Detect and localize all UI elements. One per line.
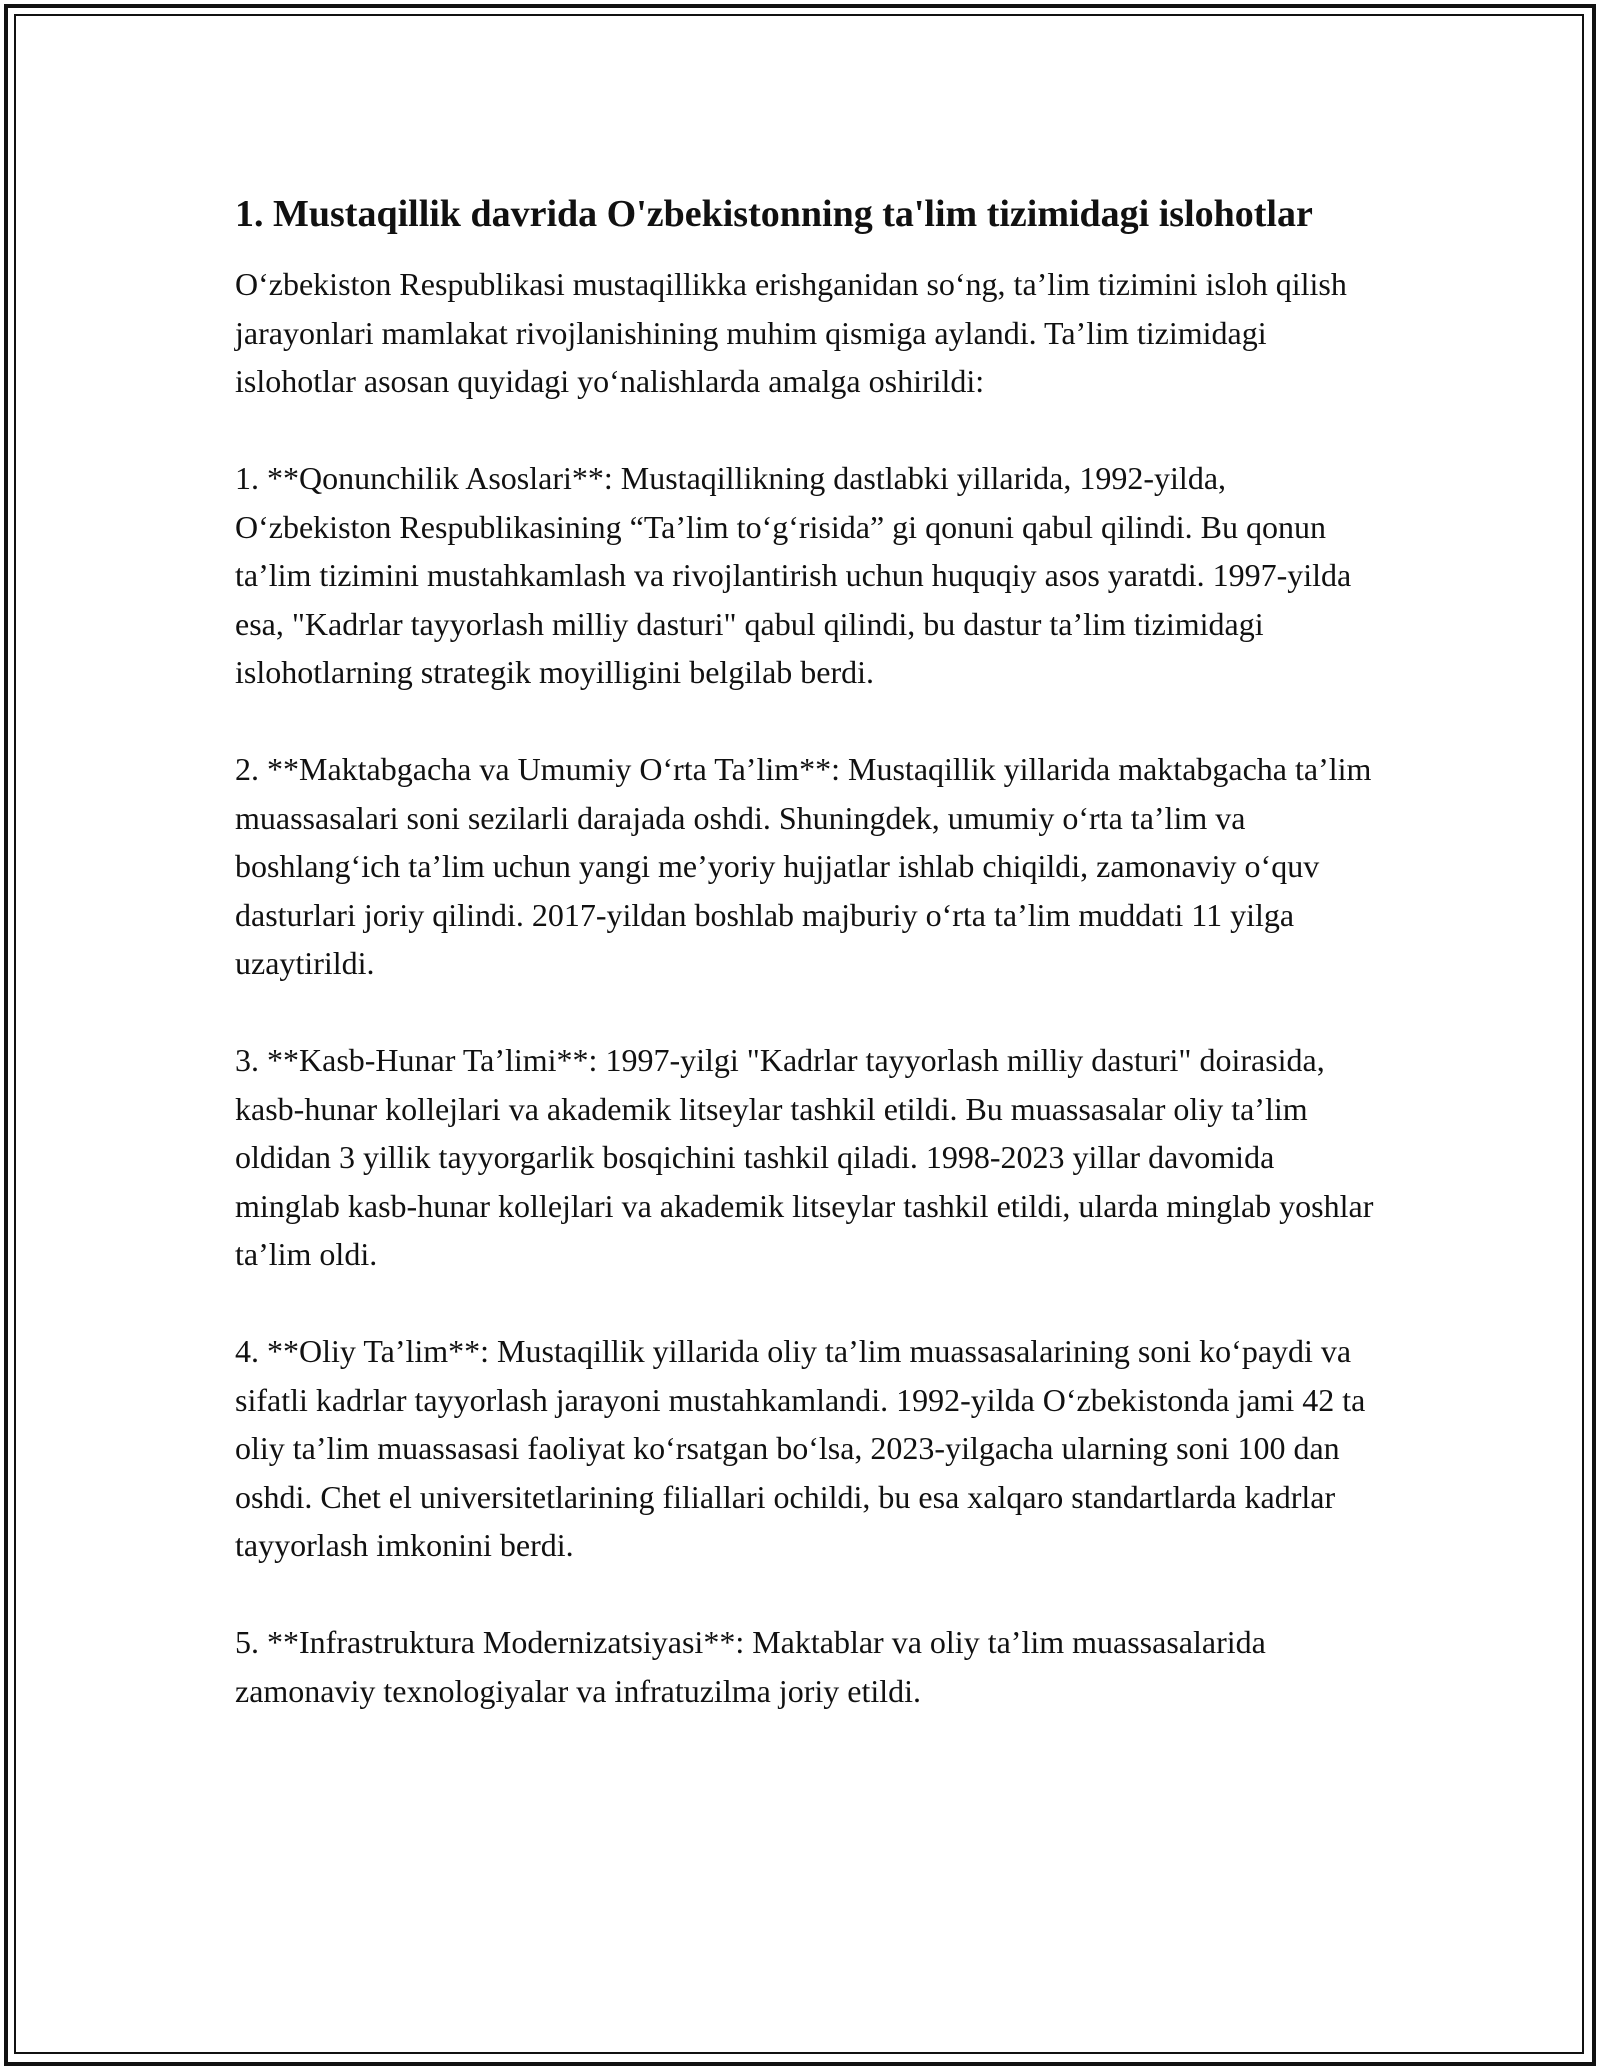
document-title: 1. Mustaqillik davrida O'zbekistonning ta'lim tizimidagi islohotlar	[235, 193, 1313, 235]
paragraph-legislation: 1. **Qonunchilik Asoslari**: Mustaqillikning dastlabki yillarida, 1992-yilda, O‘zbekiston Respublikasining “Ta’lim to‘g‘risida” gi qonuni qabul qilindi. Bu qonun ta’lim tizimini mustahkamlash va rivojlantirish uchun huquqiy asos yaratdi. 1997-yilda esa, "Kadrlar tayyorlash milliy dasturi" qabul qilindi, bu dastur ta’lim tizimidagi islohotlarning strategik moyilligini belgilab berdi.	[235, 460, 1352, 690]
paragraph-higher-education: 4. **Oliy Ta’lim**: Mustaqillik yillarida oliy ta’lim muassasalarining soni ko‘paydi va sifatli kadrlar tayyorlash jarayoni mustahkamlandi. 1992-yilda O‘zbekistonda jami 42 ta oliy ta’lim muassasasi faoliyat ko‘rsatgan bo‘lsa, 2023-yilgacha ularning soni 100 dan oshdi. Chet el universitetlarining filiallari ochildi, bu esa xalqaro standartlarda kadrlar tayyorlash imkonini berdi.	[235, 1333, 1366, 1563]
document-body	[235, 186, 1385, 1764]
paragraph-infrastructure: 5. **Infrastruktura Modernizatsiyasi**: Maktablar va oliy ta’lim muassasalarida zamonaviy texnologiyalar va infratuzilma joriy etildi.	[235, 1624, 1266, 1709]
intro-paragraph: O‘zbekiston Respublikasi mustaqillikka erishganidan so‘ng, ta’lim tizimini isloh qilish jarayonlari mamlakat rivojlanishining muhim qismiga aylandi. Ta’lim tizimidagi islohotlar asosan quyidagi yo‘nalishlarda amalga oshirildi:	[235, 266, 1347, 399]
paragraph-preschool-secondary: 2. **Maktabgacha va Umumiy O‘rta Ta’lim**: Mustaqillik yillarida maktabgacha ta’lim muassasalari soni sezilarli darajada oshdi. Shuningdek, umumiy o‘rta ta’lim va boshlang‘ich ta’lim uchun yangi me’yoriy hujjatlar ishlab chiqildi, zamonaviy o‘quv dasturlari joriy qilindi. 2017-yildan boshlab majburiy o‘rta ta’lim muddati 11 yilga uzaytirildi.	[235, 751, 1372, 981]
paragraph-vocational: 3. **Kasb-Hunar Ta’limi**: 1997-yilgi "Kadrlar tayyorlash milliy dasturi" doirasida, kasb-hunar kollejlari va akademik litseylar tashkil etildi. Bu muassasalar oliy ta’lim oldidan 3 yillik tayyorgarlik bosqichini tashkil qiladi. 1998-2023 yillar davomida minglab kasb-hunar kollejlari va akademik litseylar tashkil etildi, ularda minglab yoshlar ta’lim oldi.	[235, 1042, 1374, 1272]
